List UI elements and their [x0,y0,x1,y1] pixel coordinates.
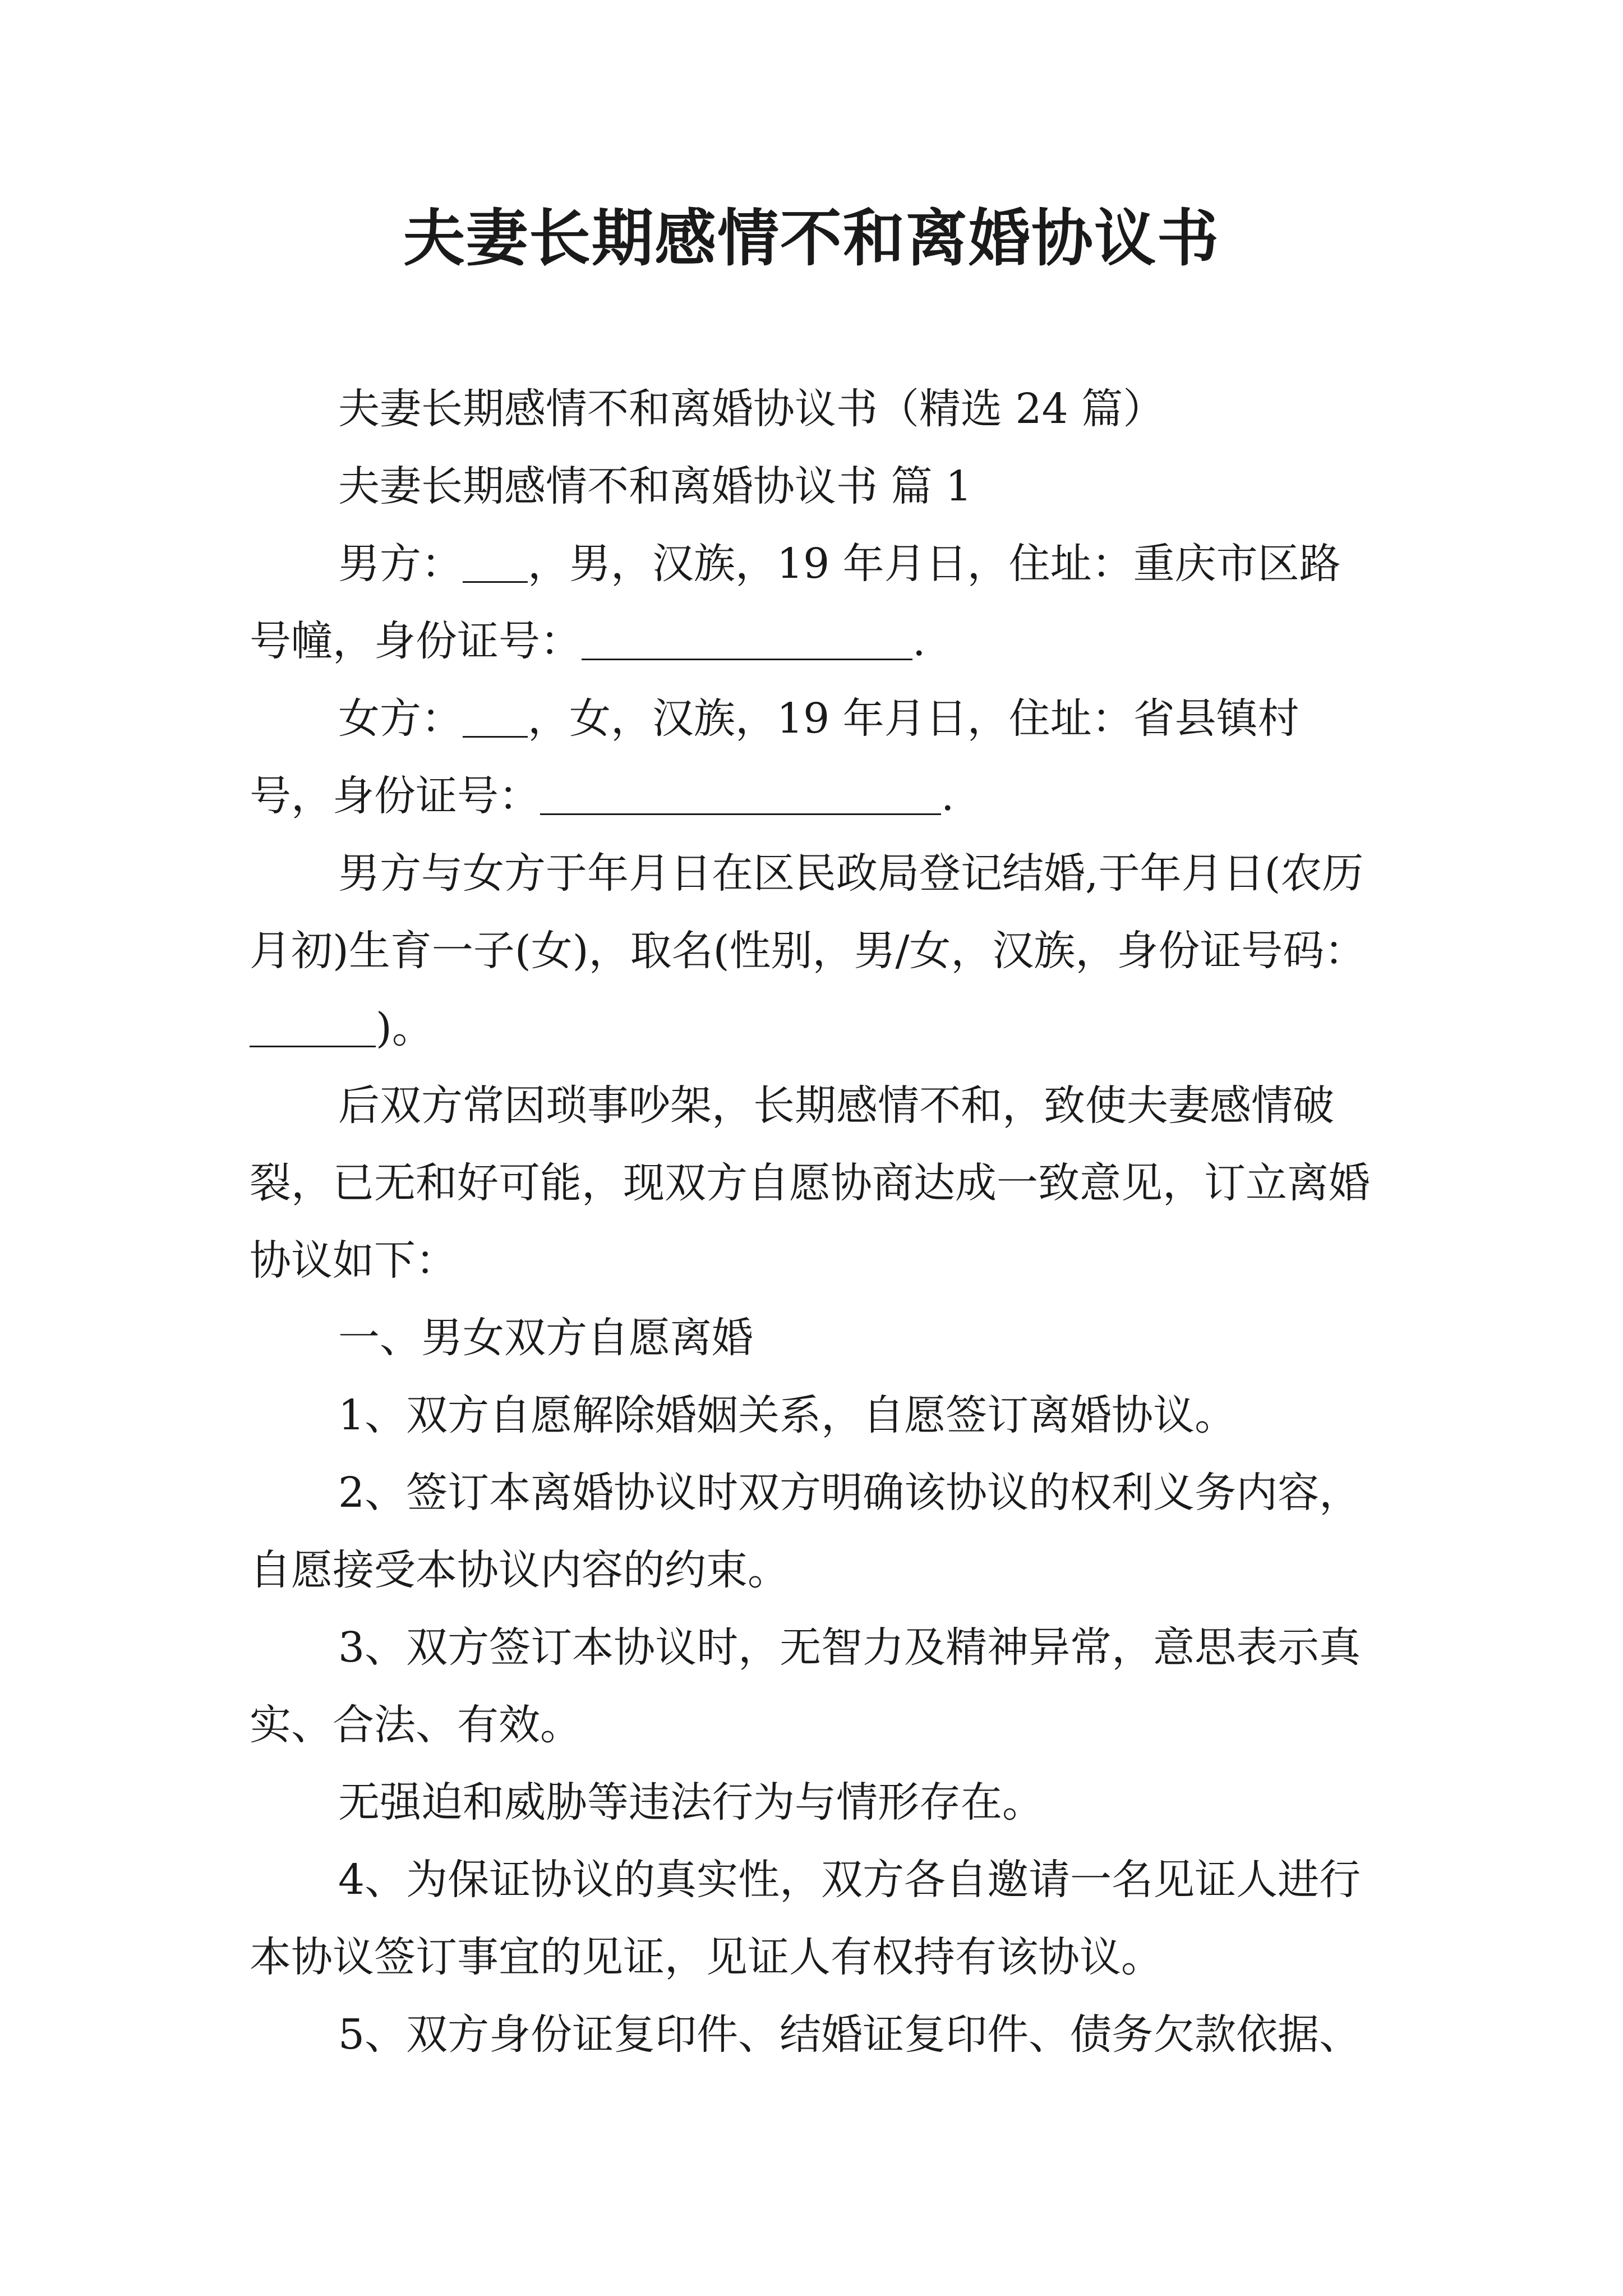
female-name-blank [463,694,528,738]
male-name-blank [463,540,528,583]
paragraph-clause-3: 3、双方签订本协议时，无智力及精神异常，意思表示真实、合法、有效。 [250,1623,1361,1749]
paragraph-marriage-info [250,835,1377,1067]
document-body [250,370,1377,2073]
paragraph-clause-1: 1、双方自愿解除婚姻关系，自愿签订离婚协议。 [338,1391,1237,1439]
paragraph-clause-2: 2、签订本离婚协议时双方明确该协议的权利义务内容，自愿接受本协议内容的约束。 [250,1469,1361,1594]
male-party-details: ，男，汉族，19 年月日，住址：重庆市区路号幢，身份证号： [250,540,1341,665]
marriage-info-end: )。 [376,1004,434,1052]
paragraph-clause-5: 5、双方身份证复印件、结婚证复印件、债务欠款依据、 [338,2010,1361,2059]
paragraph-clause-heading: 一、男女双方自愿离婚 [338,1314,753,1362]
paragraph-female-party [250,680,1377,835]
male-party-label: 男方： [338,540,463,588]
paragraph-male-party [250,525,1377,680]
female-id-blank [540,772,941,815]
female-party-end: . [941,772,955,820]
male-party-end: . [912,617,926,665]
marriage-info-text: 男方与女方于年月日在区民政局登记结婚,于年月日(农历月初)生育一子(女)，取名(性别，男/女，汉族，身份证号码： [250,849,1366,975]
child-id-blank [250,1004,376,1047]
paragraph-reason: 后双方常因琐事吵架，长期感情不和，致使夫妻感情破裂，已无和好可能，现双方自愿协商达成一致意见，订立离婚协议如下： [250,1082,1370,1285]
document-title: 夫妻长期感情不和离婚协议书 [403,202,1220,274]
female-party-details: ，女，汉族，19 年月日，住址：省县镇村号，身份证号： [250,694,1299,820]
paragraph-no-coercion: 无强迫和威胁等违法行为与情形存在。 [338,1778,1044,1826]
male-id-blank [582,617,912,660]
female-party-label: 女方： [338,694,463,743]
paragraph-clause-4: 4、为保证协议的真实性，双方各自邀请一名见证人进行本协议签订事宜的见证，见证人有权持有该协议。 [250,1856,1361,1981]
paragraph-subtitle: 夫妻长期感情不和离婚协议书（精选 24 篇） [338,385,1165,433]
paragraph-section-heading: 夫妻长期感情不和离婚协议书 篇 1 [338,462,972,510]
